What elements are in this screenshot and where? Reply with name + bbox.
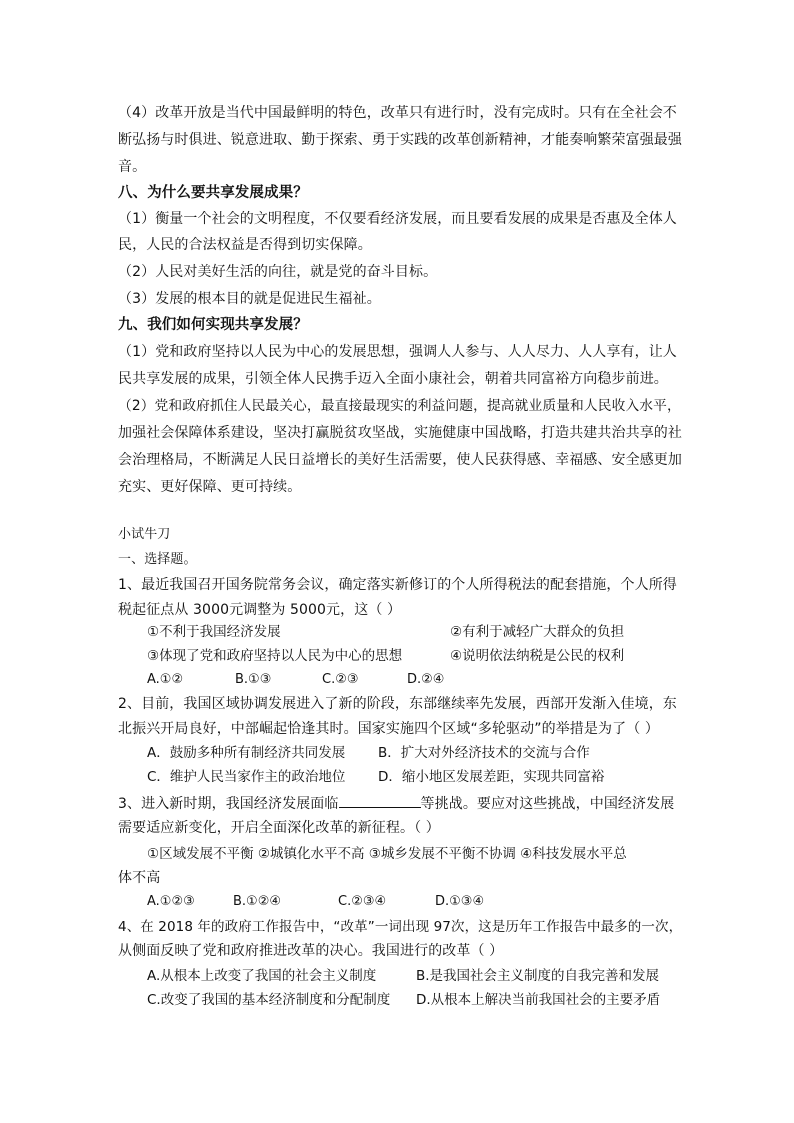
- q1-option-d: D.②④: [407, 672, 445, 687]
- paragraph-line: （1）党和政府坚持以人民为中心的发展思想，强调人人参与、人人尽力、人人享有，让人: [118, 344, 677, 360]
- q1-statement-1: ①不利于我国经济发展: [147, 624, 281, 640]
- paragraph-line: （1）衡量一个社会的文明程度，不仅要看经济发展，而且要看发展的成果是否惠及全体人: [118, 211, 677, 227]
- paragraph-line: 加强社会保障体系建设，坚决打赢脱贫攻坚战，实施健康中国战略，打造共建共治共享的社: [118, 425, 682, 441]
- answer-blank: [339, 793, 421, 808]
- q3-option-c: C.②③④: [338, 894, 387, 909]
- question-3-text-b: 等挑战。要应对这些挑战，中国经济发展: [420, 796, 675, 812]
- paragraph-line: （2）党和政府抓住人民最关心，最直接最现实的利益问题，提高就业质量和人民收入水平，: [118, 398, 681, 414]
- q3-option-b: B.①②④: [233, 894, 282, 909]
- q3-statements: ①区域发展不平衡 ②城镇化水平不高 ③城乡发展不平衡不协调 ④科技发展水平总: [147, 846, 627, 862]
- section-heading-9: 九、我们如何实现共享发展？: [118, 317, 308, 333]
- paragraph-line: 会治理格局，不断满足人民日益增长的美好生活需要，使人民获得感、幸福感、安全感更加: [118, 452, 682, 468]
- question-4-line: 4、在 2018 年的政府工作报告中，“改革”一词出现 97次，这是历年工作报告中最多的一次，: [118, 919, 683, 935]
- q1-statement-2: ②有利于减轻广大群众的负担: [450, 624, 625, 640]
- paragraph-line: 音。: [118, 159, 147, 175]
- question-1-line: 1、最近我国召开国务院常务会议，确定落实新修订的个人所得税法的配套措施，个人所得: [118, 577, 677, 593]
- q4-option-d: D.从根本上解决当前我国社会的主要矛盾: [416, 992, 661, 1008]
- q1-option-a: A.①②: [147, 672, 184, 687]
- q1-statement-3: ③体现了党和政府坚持以人民为中心的思想: [147, 648, 403, 664]
- paragraph-line: 断弘扬与时俱进、锐意进取、勤于探索、勇于实践的改革创新精神，才能奏响繁荣富强最强: [118, 132, 682, 148]
- q1-option-c: C.②③: [322, 672, 359, 687]
- question-4-line: 从侧面反映了党和政府推进改革的决心。我国进行的改革（ ）: [118, 943, 504, 959]
- question-2-line: 北振兴开局良好，中部崛起恰逢其时。国家实施四个区域“多轮驱动”的举措是为了（ ）: [118, 721, 659, 737]
- q3-option-a: A.①②③: [147, 894, 195, 909]
- practice-title: 小试牛刀: [118, 527, 171, 542]
- q2-option-d: D．缩小地区发展差距，实现共同富裕: [378, 769, 605, 785]
- paragraph-line: （2）人民对美好生活的向往，就是党的奋斗目标。: [118, 264, 438, 280]
- section-heading-8: 八、为什么要共享发展成果？: [118, 185, 308, 201]
- question-3-line: [118, 793, 678, 814]
- question-2-line: 2、目前，我国区域协调发展进入了新的阶段，东部继续率先发展，西部开发渐入佳境，东: [118, 696, 677, 712]
- q4-option-c: C.改变了我国的基本经济制度和分配制度: [147, 992, 391, 1008]
- paragraph-line: 民，人民的合法权益是否得到切实保障。: [118, 237, 372, 253]
- q4-option-a: A.从根本上改变了我国的社会主义制度: [147, 968, 377, 984]
- question-3-text-a: 3、进入新时期，我国经济发展面临: [118, 796, 339, 812]
- q1-statement-4: ④说明依法纳税是公民的权利: [450, 648, 625, 664]
- q1-option-b: B.①③: [235, 672, 272, 687]
- q2-option-c: C．维护人民当家作主的政治地位: [147, 769, 346, 785]
- q3-option-d: D.①③④: [435, 894, 485, 909]
- paragraph-line: （4）改革开放是当代中国最鲜明的特色，改革只有进行时，没有完成时。只有在全社会不: [118, 105, 677, 121]
- question-1-line: 税起征点从 3000元调整为 5000元，这（ ）: [118, 602, 402, 618]
- paragraph-line: 民共享发展的成果，引领全体人民携手迈入全面小康社会，朝着共同富裕方向稳步前进。: [118, 371, 668, 387]
- paragraph-line: 充实、更好保障、更可持续。: [118, 479, 302, 495]
- q2-option-a: A．鼓励多种所有制经济共同发展: [147, 745, 346, 761]
- q4-option-b: B.是我国社会主义制度的自我完善和发展: [416, 968, 660, 984]
- paragraph-line: （3）发展的根本目的就是促进民生福祉。: [118, 291, 381, 307]
- part-title: 一、选择题。: [118, 552, 197, 567]
- q2-option-b: B．扩大对外经济技术的交流与合作: [378, 745, 590, 761]
- q3-statements-cont: 体不高: [118, 870, 161, 886]
- question-3-line: 需要适应新变化，开启全面深化改革的新征程。（ ）: [118, 820, 440, 836]
